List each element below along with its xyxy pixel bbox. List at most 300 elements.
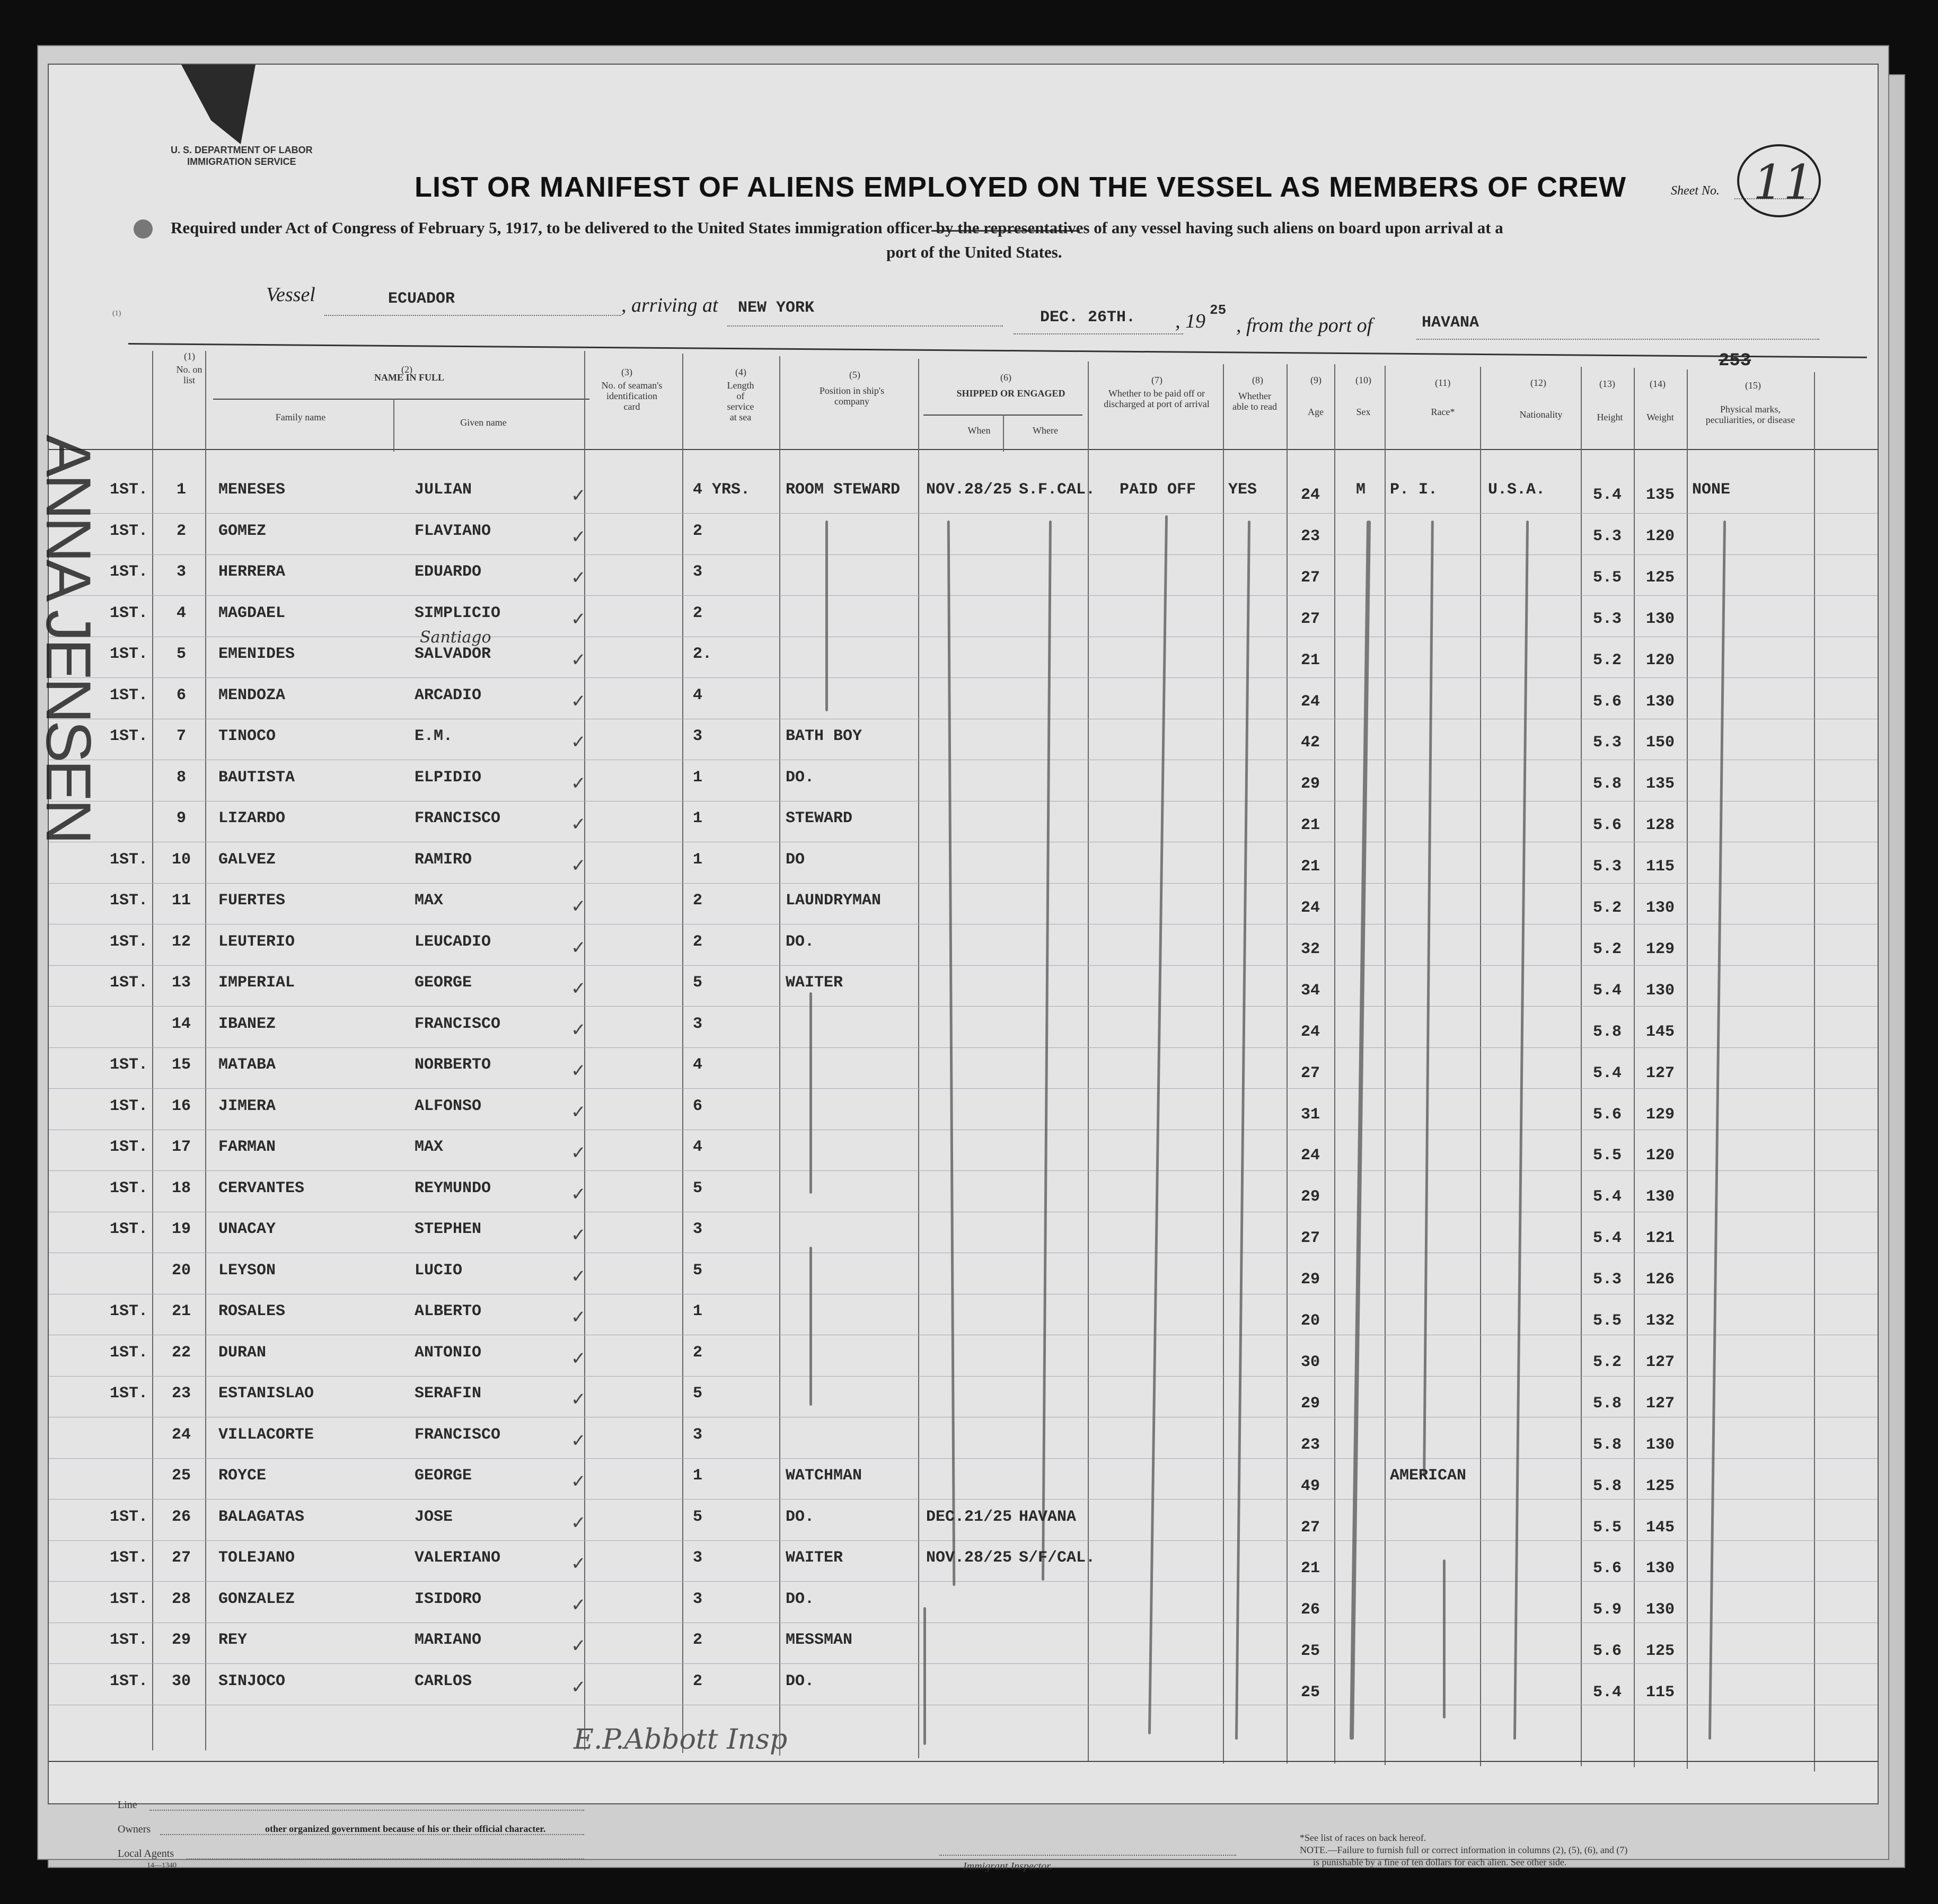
from-port: HAVANA <box>1422 314 1479 332</box>
check-mark-icon: ✓ <box>571 1184 586 1204</box>
row-height: 5.8 <box>1592 1022 1622 1041</box>
row-number: 27 <box>171 1549 191 1567</box>
row-number: 3 <box>176 563 186 581</box>
check-mark-icon: ✓ <box>571 527 586 547</box>
row-family-name: VILLACORTE <box>218 1425 314 1444</box>
row-family-name: CERVANTES <box>218 1179 305 1197</box>
check-mark-icon: ✓ <box>571 650 586 670</box>
row-weight: 129 <box>1645 1105 1675 1124</box>
row-position: DO <box>786 850 805 869</box>
row-service: 5 <box>693 1179 703 1197</box>
row-service: 3 <box>693 1220 703 1238</box>
table-row <box>49 1133 1878 1174</box>
row-given-name: STEPHEN <box>415 1220 482 1238</box>
row-age: 21 <box>1300 651 1320 669</box>
col-num-4: (4) <box>735 367 746 377</box>
row-service: 3 <box>693 727 703 745</box>
row-mark: 1ST. <box>110 604 148 622</box>
footer-note-fine-2: is punishable by a fine of ten dollars for each alien. See other side. <box>1313 1857 1567 1867</box>
row-weight: 120 <box>1645 651 1675 669</box>
check-mark-icon: ✓ <box>571 1143 586 1163</box>
col-hdr-paid-off: Whether to be paid off or discharged at port of arrival <box>1104 388 1210 409</box>
row-nationality: U.S.A. <box>1488 481 1546 499</box>
row-position: DO. <box>786 768 815 787</box>
row-age: 31 <box>1300 1105 1320 1124</box>
row-family-name: MAGDAEL <box>218 604 286 622</box>
row-height: 5.8 <box>1592 775 1622 794</box>
row-position: ROOM STEWARD <box>786 481 901 499</box>
row-age: 30 <box>1300 1353 1320 1371</box>
row-height: 5.5 <box>1592 1518 1622 1537</box>
row-given-name: E.M. <box>415 727 453 745</box>
row-number: 6 <box>176 686 186 704</box>
row-service: 2 <box>693 892 703 910</box>
row-age: 24 <box>1300 1022 1320 1041</box>
subtitle-line-1: Required under Act of Congress of February 5, 1917, to be delivered to the United States immigration officer by the representatives of any vessel having such aliens on board upon arrival at a <box>171 218 1503 237</box>
row-given-name: CARLOS <box>415 1672 472 1690</box>
row-number: 26 <box>171 1508 191 1526</box>
vessel-label: Vessel <box>266 284 315 306</box>
row-height: 5.2 <box>1592 651 1622 669</box>
row-shipped-when: NOV.28/25 <box>926 1549 1012 1567</box>
row-mark: 1ST. <box>110 645 148 663</box>
row-weight: 130 <box>1645 1435 1675 1454</box>
row-given-name: FLAVIANO <box>415 522 491 540</box>
row-service: 5 <box>693 974 703 992</box>
row-given-name: GEORGE <box>415 1467 472 1485</box>
footer-agents-underline <box>187 1857 584 1859</box>
row-age: 24 <box>1300 899 1320 917</box>
vessel-underline <box>324 314 621 316</box>
row-number: 29 <box>171 1631 191 1649</box>
row-service: 4 <box>693 686 703 704</box>
row-age: 29 <box>1300 775 1320 794</box>
row-age: 25 <box>1300 1642 1320 1661</box>
row-position: DO. <box>786 1508 815 1526</box>
check-mark-icon: ✓ <box>571 1348 586 1369</box>
row-mark: 1ST. <box>110 686 148 704</box>
row-given-name: JOSE <box>415 1508 453 1526</box>
row-mark: 1ST. <box>110 974 148 992</box>
row-weight: 130 <box>1645 981 1675 1000</box>
row-mark: 1ST. <box>110 1138 148 1156</box>
row-family-name: MENDOZA <box>218 686 286 704</box>
row-weight: 120 <box>1645 1147 1675 1165</box>
row-height: 5.2 <box>1592 940 1622 958</box>
date-underline <box>1014 332 1183 334</box>
row-family-name: GALVEZ <box>218 850 276 869</box>
row-age: 49 <box>1300 1477 1320 1495</box>
table-row <box>49 968 1878 1009</box>
punch-hole <box>134 219 153 239</box>
row-weight: 129 <box>1645 940 1675 958</box>
row-number: 4 <box>176 604 186 622</box>
row-service: 4 YRS. <box>693 481 751 499</box>
row-given-name: ALFONSO <box>415 1097 482 1115</box>
col-hdr-name: NAME IN FULL <box>374 372 444 383</box>
row-family-name: BALAGATAS <box>218 1508 305 1526</box>
row-weight: 128 <box>1645 816 1675 835</box>
row-service: 2 <box>693 1631 703 1649</box>
row-service: 1 <box>693 809 703 827</box>
row-number: 1 <box>176 481 186 499</box>
footer-note-races: *See list of races on back hereof. <box>1300 1832 1426 1843</box>
row-position: WATCHMAN <box>786 1467 862 1485</box>
row-age: 27 <box>1300 568 1320 587</box>
check-mark-icon: ✓ <box>571 609 586 629</box>
footer-agents-label: Local Agents <box>118 1848 174 1859</box>
row-height: 5.2 <box>1592 1353 1622 1371</box>
row-family-name: IMPERIAL <box>218 974 295 992</box>
row-position: BATH BOY <box>786 727 862 745</box>
col-num-14: (14) <box>1650 378 1666 389</box>
row-height: 5.4 <box>1592 981 1622 1000</box>
row-age: 21 <box>1300 858 1320 876</box>
row-mark: 1ST. <box>110 1097 148 1115</box>
row-number: 25 <box>171 1467 191 1485</box>
row-shipped-where: HAVANA <box>1019 1508 1077 1526</box>
table-row <box>49 1215 1878 1256</box>
row-number: 14 <box>171 1015 191 1033</box>
sheet-number: 11 <box>1753 155 1814 210</box>
row-given-name: FRANCISCO <box>415 1015 501 1033</box>
name-header-rule <box>213 399 589 400</box>
check-mark-icon: ✓ <box>571 1226 586 1245</box>
row-given-name: MAX <box>415 892 444 910</box>
row-service: 3 <box>693 1549 703 1567</box>
table-row <box>49 1544 1878 1584</box>
row-weight: 145 <box>1645 1518 1675 1537</box>
row-family-name: REY <box>218 1631 248 1649</box>
row-family-name: FUERTES <box>218 892 286 910</box>
row-service: 2. <box>693 645 712 663</box>
department-line-1: U. S. DEPARTMENT OF LABOR <box>171 145 313 155</box>
col-line-3 <box>393 399 394 452</box>
row-age: 27 <box>1300 610 1320 628</box>
check-mark-icon: ✓ <box>571 568 586 588</box>
check-mark-icon: ✓ <box>571 1061 586 1081</box>
table-row <box>49 517 1878 558</box>
row-number: 23 <box>171 1385 191 1403</box>
row-service: 4 <box>693 1138 703 1156</box>
row-height: 5.5 <box>1592 1312 1622 1330</box>
row-age: 20 <box>1300 1312 1320 1330</box>
row-height: 5.6 <box>1592 692 1622 711</box>
row-number: 2 <box>176 522 186 540</box>
row-position: DO. <box>786 932 815 951</box>
row-service: 4 <box>693 1056 703 1074</box>
table-row <box>49 928 1878 968</box>
row-weight: 127 <box>1645 1394 1675 1413</box>
row-age: 27 <box>1300 1229 1320 1248</box>
row-family-name: LEYSON <box>218 1261 276 1280</box>
row-height: 5.4 <box>1592 1683 1622 1702</box>
arriving-label: , arriving at <box>621 294 718 316</box>
page-title: LIST OR MANIFEST OF ALIENS EMPLOYED ON THE VESSEL AS MEMBERS OF CREW <box>415 171 1627 203</box>
row-sex: M <box>1355 481 1366 499</box>
table-row <box>49 1338 1878 1379</box>
row-number: 7 <box>176 727 186 745</box>
row-number: 9 <box>176 809 186 827</box>
col-hdr-position: Position in ship's company <box>819 385 885 407</box>
row-number: 30 <box>171 1672 191 1690</box>
check-mark-icon: ✓ <box>571 773 586 794</box>
row-position: DO. <box>786 1590 815 1608</box>
row-service: 2 <box>693 522 703 540</box>
col-num-1: (1) <box>184 351 195 362</box>
row-age: 24 <box>1300 486 1320 504</box>
row-family-name: LEUTERIO <box>218 932 295 951</box>
inspector-underline <box>939 1854 1236 1856</box>
row-service: 1 <box>693 850 703 869</box>
col-hdr-when: When <box>967 425 991 436</box>
row-height: 5.4 <box>1592 1229 1622 1248</box>
row-service: 3 <box>693 1425 703 1444</box>
check-mark-icon: ✓ <box>571 979 586 999</box>
row-number: 17 <box>171 1138 191 1156</box>
col-num-12: (12) <box>1530 377 1546 388</box>
row-mark: 1ST. <box>110 1672 148 1690</box>
row-height: 5.2 <box>1592 899 1622 917</box>
margin-stamp: ANNA JENSEN <box>33 435 104 842</box>
row-weight: 125 <box>1645 568 1675 587</box>
footer-line-label: Line <box>118 1799 137 1811</box>
row-height: 5.3 <box>1592 610 1622 628</box>
row-given-name: SIMPLICIO <box>415 604 501 622</box>
form-number-small: (1) <box>112 310 121 318</box>
margin-number: 253 <box>1719 351 1751 371</box>
col-num-13: (13) <box>1599 378 1615 389</box>
row-age: 25 <box>1300 1683 1320 1702</box>
row-given-name: LUCIO <box>415 1261 463 1280</box>
from-port-underline <box>1416 338 1819 340</box>
check-mark-icon: ✓ <box>571 1102 586 1122</box>
row-weight: 130 <box>1645 1601 1675 1619</box>
row-height: 5.4 <box>1592 1188 1622 1206</box>
row-height: 5.9 <box>1592 1601 1622 1619</box>
check-mark-icon: ✓ <box>571 1513 586 1533</box>
col-hdr-service: Length of service at sea <box>727 380 754 422</box>
row-position: WAITER <box>786 974 843 992</box>
row-service: 3 <box>693 1590 703 1608</box>
col-num-11: (11) <box>1435 377 1451 388</box>
row-mark: 1ST. <box>110 850 148 869</box>
col-hdr-no: No. on list <box>176 364 202 385</box>
table-row <box>49 1051 1878 1091</box>
row-family-name: ROYCE <box>218 1467 267 1485</box>
bottom-strip-text: other organized government because of his or their official character. <box>265 1823 546 1834</box>
col-hdr-id-card: No. of seaman's identification card <box>601 380 663 412</box>
col-line-8 <box>1003 415 1004 452</box>
year-suffix: 25 <box>1210 302 1227 318</box>
col-num-15: (15) <box>1745 380 1761 391</box>
row-given-name: FRANCISCO <box>415 809 501 827</box>
inspector-signature: E.P.Abbott Insp <box>574 1724 788 1756</box>
row-race: AMERICAN <box>1390 1467 1467 1485</box>
row-age: 21 <box>1300 1559 1320 1578</box>
row-height: 5.5 <box>1592 568 1622 587</box>
check-mark-icon: ✓ <box>571 815 586 834</box>
row-given-name: REYMUNDO <box>415 1179 491 1197</box>
row-mark: 1ST. <box>110 1590 148 1608</box>
row-mark: 1ST. <box>110 727 148 745</box>
row-height: 5.3 <box>1592 1271 1622 1289</box>
row-position: WAITER <box>786 1549 843 1567</box>
col-hdr-age: Age <box>1308 407 1324 417</box>
row-given-name: ANTONIO <box>415 1343 482 1362</box>
department-heading <box>171 144 313 168</box>
table-row <box>49 681 1878 722</box>
row-given-name: ARCADIO <box>415 686 482 704</box>
row-weight: 120 <box>1645 527 1675 545</box>
row-number: 12 <box>171 932 191 951</box>
year-prefix: , 19 <box>1175 310 1205 332</box>
row-shipped-when: DEC.21/25 <box>926 1508 1012 1526</box>
row-weight: 130 <box>1645 1559 1675 1578</box>
row-given-name: ALBERTO <box>415 1302 482 1320</box>
table-row <box>49 804 1878 845</box>
table-row <box>49 1667 1878 1708</box>
table-row <box>49 1010 1878 1051</box>
row-given-name: JULIAN <box>415 481 472 499</box>
col-num-8: (8) <box>1252 375 1263 385</box>
row-mark: 1ST. <box>110 1549 148 1567</box>
row-service: 6 <box>693 1097 703 1115</box>
col-hdr-height: Height <box>1597 412 1623 422</box>
arrival-date: DEC. 26TH. <box>1040 308 1136 327</box>
row-service: 1 <box>693 1302 703 1320</box>
row-shipped-where: S.F.CAL. <box>1019 481 1096 499</box>
row-service: 1 <box>693 768 703 787</box>
col-hdr-weight: Weight <box>1646 412 1674 422</box>
row-weight: 125 <box>1645 1477 1675 1495</box>
row-height: 5.3 <box>1592 527 1622 545</box>
row-family-name: GOMEZ <box>218 522 267 540</box>
row-service: 2 <box>693 1672 703 1690</box>
row-age: 34 <box>1300 981 1320 1000</box>
row-weight: 125 <box>1645 1642 1675 1661</box>
row-weight: 127 <box>1645 1064 1675 1082</box>
row-height: 5.5 <box>1592 1147 1622 1165</box>
row-family-name: SINJOCO <box>218 1672 286 1690</box>
row-age: 27 <box>1300 1064 1320 1082</box>
table-row <box>49 722 1878 763</box>
row-family-name: LIZARDO <box>218 809 286 827</box>
row-weight: 130 <box>1645 610 1675 628</box>
col-num-2: (2) <box>401 364 412 375</box>
row-given-name: MARIANO <box>415 1631 482 1649</box>
immigrant-inspector-label: Immigrant Inspector. <box>963 1861 1052 1872</box>
row-shipped-when: NOV.28/25 <box>926 481 1012 499</box>
sheet-label: Sheet No. <box>1671 184 1720 198</box>
table-top-rule <box>128 343 1867 358</box>
row-service: 3 <box>693 563 703 581</box>
row-weight: 121 <box>1645 1229 1675 1248</box>
row-mark: 1ST. <box>110 1302 148 1320</box>
row-mark: 1ST. <box>110 481 148 499</box>
check-mark-icon: ✓ <box>571 1308 586 1327</box>
check-mark-icon: ✓ <box>571 1390 586 1409</box>
row-height: 5.6 <box>1592 1105 1622 1124</box>
row-shipped-where: S/F/CAL. <box>1019 1549 1096 1567</box>
col-num-3: (3) <box>621 367 632 377</box>
table-row <box>49 1626 1878 1667</box>
row-family-name: HERRERA <box>218 563 286 581</box>
row-number: 11 <box>171 892 191 910</box>
table-row <box>49 1585 1878 1626</box>
row-mark: 1ST. <box>110 1385 148 1403</box>
check-mark-icon: ✓ <box>571 856 586 876</box>
check-mark-icon: ✓ <box>571 486 586 506</box>
row-family-name: ESTANISLAO <box>218 1385 314 1403</box>
row-family-name: ROSALES <box>218 1302 286 1320</box>
row-family-name: EMENIDES <box>218 645 295 663</box>
check-mark-icon: ✓ <box>571 938 586 958</box>
row-able-to-read: YES <box>1228 481 1257 499</box>
table-row <box>49 763 1878 804</box>
row-given-name: SERAFIN <box>415 1385 482 1403</box>
row-height: 5.8 <box>1592 1394 1622 1413</box>
row-number: 13 <box>171 974 191 992</box>
col-hdr-shipped: SHIPPED OR ENGAGED <box>956 388 1065 399</box>
row-weight: 135 <box>1645 486 1675 504</box>
table-row <box>49 1461 1878 1502</box>
row-service: 1 <box>693 1467 703 1485</box>
row-age: 24 <box>1300 692 1320 711</box>
row-number: 5 <box>176 645 186 663</box>
row-age: 29 <box>1300 1188 1320 1206</box>
check-mark-icon: ✓ <box>571 1677 586 1697</box>
footer-note-fine-1: NOTE.—Failure to furnish full or correct information in columns (2), (5), (6), and (7) <box>1300 1845 1628 1855</box>
table-row <box>49 845 1878 886</box>
row-position: LAUNDRYMAN <box>786 892 882 910</box>
row-family-name: JIMERA <box>218 1097 276 1115</box>
row-family-name: TOLEJANO <box>218 1549 295 1567</box>
check-mark-icon: ✓ <box>571 1554 586 1574</box>
row-number: 8 <box>176 768 186 787</box>
col-num-5: (5) <box>849 369 860 380</box>
row-number: 16 <box>171 1097 191 1115</box>
col-hdr-family: Family name <box>275 412 326 422</box>
row-given-name: LEUCADIO <box>415 932 491 951</box>
row-service: 2 <box>693 1343 703 1362</box>
col-hdr-where: Where <box>1033 425 1058 436</box>
row-weight: 130 <box>1645 692 1675 711</box>
row-mark: 1ST. <box>110 1343 148 1362</box>
row-service: 2 <box>693 604 703 622</box>
check-mark-icon: ✓ <box>571 1266 586 1286</box>
footer-owners-label: Owners <box>118 1823 151 1835</box>
row-height: 5.6 <box>1592 1559 1622 1578</box>
col-num-9: (9) <box>1310 375 1322 385</box>
row-number: 22 <box>171 1343 191 1362</box>
row-mark: 1ST. <box>110 892 148 910</box>
row-given-name: EDUARDO <box>415 563 482 581</box>
row-family-name: MENESES <box>218 481 286 499</box>
row-family-name: UNACAY <box>218 1220 276 1238</box>
row-given-name: GEORGE <box>415 974 472 992</box>
check-mark-icon: ✓ <box>571 897 586 916</box>
col-num-6: (6) <box>1000 372 1011 383</box>
department-line-2: IMMIGRATION SERVICE <box>187 156 296 167</box>
table-row <box>49 1503 1878 1544</box>
row-age: 29 <box>1300 1394 1320 1413</box>
row-position: MESSMAN <box>786 1631 853 1649</box>
row-age: 24 <box>1300 1147 1320 1165</box>
check-mark-icon: ✓ <box>571 691 586 711</box>
row-given-name: MAX <box>415 1138 444 1156</box>
col-hdr-given: Given name <box>460 417 507 428</box>
